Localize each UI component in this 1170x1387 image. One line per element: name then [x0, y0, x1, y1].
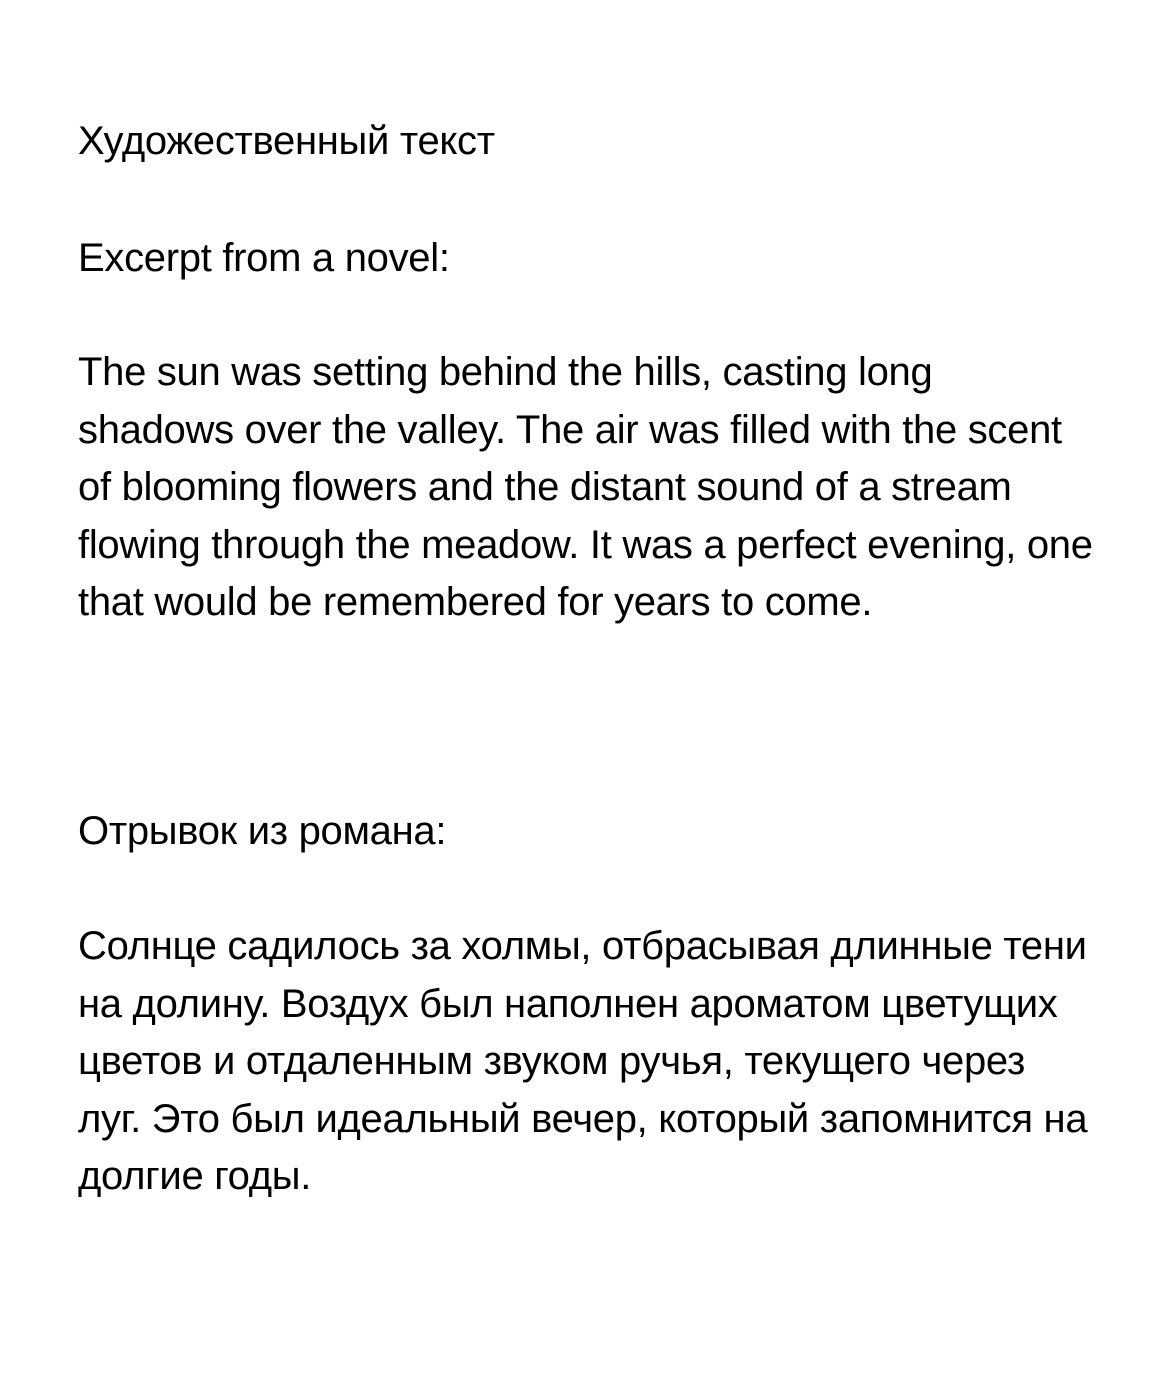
document-title: Художественный текст — [78, 119, 495, 163]
english-excerpt-label: Excerpt from a novel: — [78, 236, 450, 280]
english-excerpt-paragraph: The sun was setting behind the hills, casting long shadows over the valley. The air was filled with the scent of blooming flowers and the distant sound of a stream flowing through the meadow. It was a perfect evening, one that would be remembered for years to come. — [78, 350, 1093, 624]
russian-excerpt-paragraph: Солнце садилось за холмы, отбрасывая длинные тени на долину. Воздух был наполнен ароматом цветущих цветов и отдаленным звуком ручья, текущего через луг. Это был идеальный вечер, который запомнится на долгие годы. — [78, 924, 1088, 1198]
russian-excerpt-label: Отрывок из романа: — [78, 809, 447, 853]
